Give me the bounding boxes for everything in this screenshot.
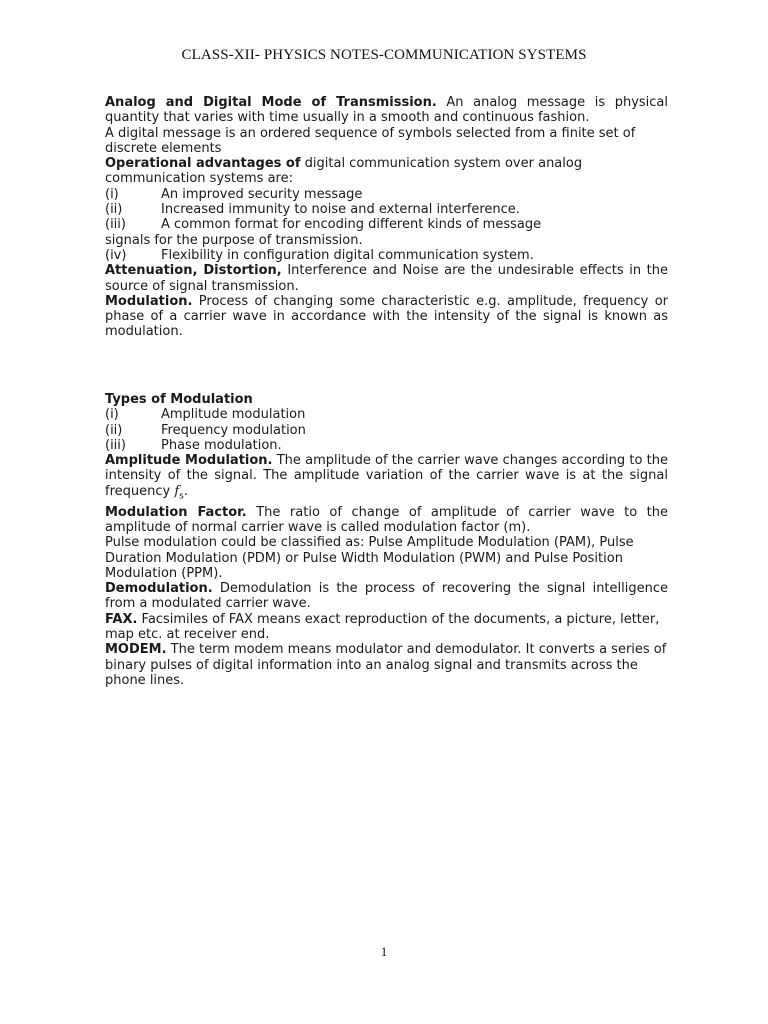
list-number: (i) xyxy=(105,407,119,423)
list-number: (iii) xyxy=(105,437,126,453)
list-text: An improved security message xyxy=(161,186,363,202)
am-end: . xyxy=(183,483,188,499)
list-number: (ii) xyxy=(105,422,123,438)
am-paragraph xyxy=(105,453,668,504)
fax-text: Facsimiles of FAX means exact reproduction of the documents, a picture, letter, map etc. at receiver end. xyxy=(105,611,660,643)
signal-frequency-subscript: s xyxy=(179,491,184,502)
section-transmission xyxy=(105,95,668,340)
list-item xyxy=(105,202,668,217)
list-number: (iii) xyxy=(105,217,126,233)
page-number: 1 xyxy=(380,944,388,959)
fax-paragraph xyxy=(105,612,668,643)
modulation-text: Process of changing some characteristic e.g. amplitude, frequency or phase of a carrier wave in accordance with the intensity of the signal is known as modulation. xyxy=(105,293,668,340)
mf-text: The ratio of change of amplitude of carrier wave to the amplitude of normal carrier wave is called modulation factor (m). xyxy=(105,504,669,535)
analog-paragraph xyxy=(105,95,668,126)
list-text: Phase modulation. xyxy=(161,437,282,453)
modem-term: MODEM. xyxy=(105,642,167,658)
list-item xyxy=(105,423,668,438)
analog-text: An analog message is physical quantity that varies with time usually in a smooth and continuous fashion. xyxy=(105,95,668,126)
list-number: (ii) xyxy=(105,202,123,218)
list-number: (i) xyxy=(105,186,119,202)
analog-term: Analog and Digital Mode of Transmission. xyxy=(105,95,437,110)
list-text: A common format for encoding different kinds of message xyxy=(161,217,542,233)
list-continuation: signals for the purpose of transmission. xyxy=(105,232,363,248)
attenuation-term: Attenuation, Distortion, xyxy=(105,263,282,279)
modulation-term: Modulation. xyxy=(105,293,193,309)
attenuation-paragraph xyxy=(105,263,668,294)
types-heading-text: Types of Modulation xyxy=(105,392,253,407)
demodulation-paragraph xyxy=(105,581,668,612)
demod-text: Demodulation is the process of recovering the signal intelligence from a modulated carrier wave. xyxy=(105,581,668,612)
advantages-paragraph xyxy=(105,156,668,187)
section-modulation-types xyxy=(105,392,668,688)
list-item xyxy=(105,407,668,422)
modem-paragraph xyxy=(105,642,668,688)
fax-term: FAX. xyxy=(105,611,138,627)
page-title: CLASS-XII- PHYSICS NOTES-COMMUNICATION SYSTEMS xyxy=(181,47,587,63)
am-term: Amplitude Modulation. xyxy=(105,453,273,469)
signal-frequency-symbol: f xyxy=(174,483,180,499)
list-text: Increased immunity to noise and external interference. xyxy=(161,202,520,218)
modem-text: The term modem means modulator and demodulator. It converts a series of binary pulses of digital information into an analog signal and transmits across the phone lines. xyxy=(105,642,667,688)
list-number: (iv) xyxy=(105,247,127,263)
list-item xyxy=(105,187,668,202)
advantages-term: Operational advantages of xyxy=(105,156,301,172)
modulation-paragraph xyxy=(105,294,668,340)
advantages-text: digital communication system over analog communication systems are: xyxy=(105,156,583,187)
list-item xyxy=(105,217,668,232)
attenuation-text: Interference and Noise are the undesirable effects in the source of signal transmission. xyxy=(105,263,668,294)
demod-term: Demodulation. xyxy=(105,581,213,597)
modulation-factor-paragraph xyxy=(105,505,668,536)
digital-paragraph: A digital message is an ordered sequence of symbols selected from a finite set of discrete elements xyxy=(105,125,636,156)
list-text: Frequency modulation xyxy=(161,422,306,438)
list-text: Flexibility in configuration digital communication system. xyxy=(161,247,534,263)
am-text: The amplitude of the carrier wave changes according to the intensity of the signal. The amplitude variation of the carrier wave is at the signal frequency xyxy=(105,453,668,499)
pulse-paragraph: Pulse modulation could be classified as: Pulse Amplitude Modulation (PAM), Pulse Duration Modulation (PDM) or Pulse Width Modulation (PWM) and Pulse Position Modulation (PPM). xyxy=(105,535,634,581)
mf-term: Modulation Factor. xyxy=(105,504,247,520)
list-item xyxy=(105,438,668,453)
list-item xyxy=(105,248,668,263)
list-text: Amplitude modulation xyxy=(161,407,306,423)
types-heading xyxy=(105,392,668,407)
